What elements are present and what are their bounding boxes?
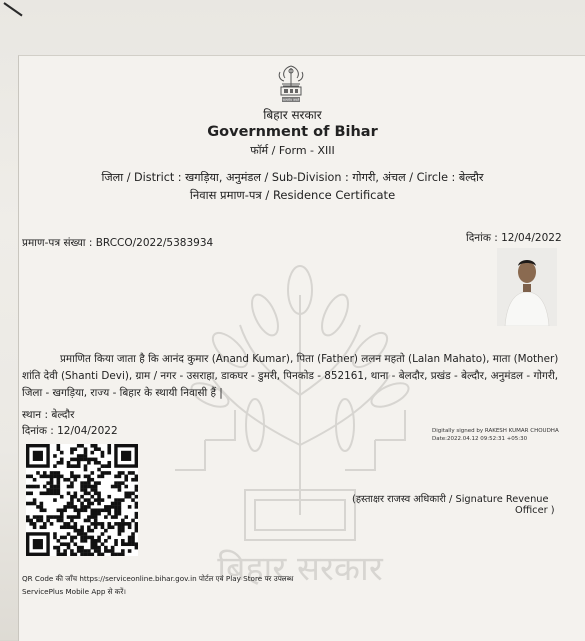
location-line: जिला / District : खगड़िया, अनुमंडल / Sub-Division : गोगरी, अंचल / Circle : बेल्दौर (101, 171, 484, 184)
body-line-2: शांति देवी (Shanti Devi), ग्राम / नगर - उसराहा, डाकघर - डुमरी, पिनकोड - 852161, थाना - बेलदौर, प्रखंड - बेल्दौर, अनुमंडल - गोगरी, (22, 370, 559, 382)
form-number: फॉर्म / Form - XIII (250, 144, 335, 157)
qr-verification-note-1: QR Code की जाँच https://serviceonline.bihar.gov.in पोर्टल एवं Play Store पर उपलब्ध (22, 574, 294, 583)
certificate-title: निवास प्रमाण-पत्र / Residence Certificate (189, 188, 396, 202)
place-of-issue: स्थान : बेल्दौर (22, 409, 75, 421)
digital-signature-line-1: Digitally signed by RAKESH KUMAR CHOUDHA (432, 428, 559, 434)
govt-name-english: Government of Bihar (207, 124, 378, 140)
body-line-1: प्रमाणित किया जाता है कि आनंद कुमार (Anand Kumar), पिता (Father) ललन महतो (Lalan Mahato), माता (Mother) (60, 353, 559, 365)
qr-code-icon (26, 444, 138, 556)
issue-date: दिनांक : 12/04/2022 (466, 232, 562, 244)
corner-pen-mark (3, 2, 22, 16)
applicant-photo (497, 248, 557, 326)
watermark-text: बिहार सरकार (217, 549, 383, 589)
qr-code[interactable] (26, 444, 138, 556)
signature-label-line-1: (हस्ताक्षर राजस्व अधिकारी / Signature Revenue (352, 494, 549, 505)
digital-signature-line-2: Date:2022.04.12 09:52:31 +05:30 (432, 436, 528, 442)
certificate-number: प्रमाण-पत्र संख्या : BRCCO/2022/5383934 (22, 237, 214, 249)
signature-label-line-2: Officer ) (515, 505, 555, 516)
person-photo-icon (497, 248, 557, 326)
emblem-motto: सत्यमेव जयते (282, 98, 300, 102)
qr-verification-note-2: ServicePlus Mobile App से करें। (22, 587, 126, 596)
watermark-tree-emblem-icon (170, 255, 430, 595)
body-line-3: जिला - खगड़िया, राज्य - बिहार के स्थायी निवासी हैं | (22, 387, 223, 399)
footer-date: दिनांक : 12/04/2022 (22, 425, 118, 437)
bihar-emblem-icon (270, 62, 312, 106)
govt-name-hindi: बिहार सरकार (263, 108, 322, 122)
